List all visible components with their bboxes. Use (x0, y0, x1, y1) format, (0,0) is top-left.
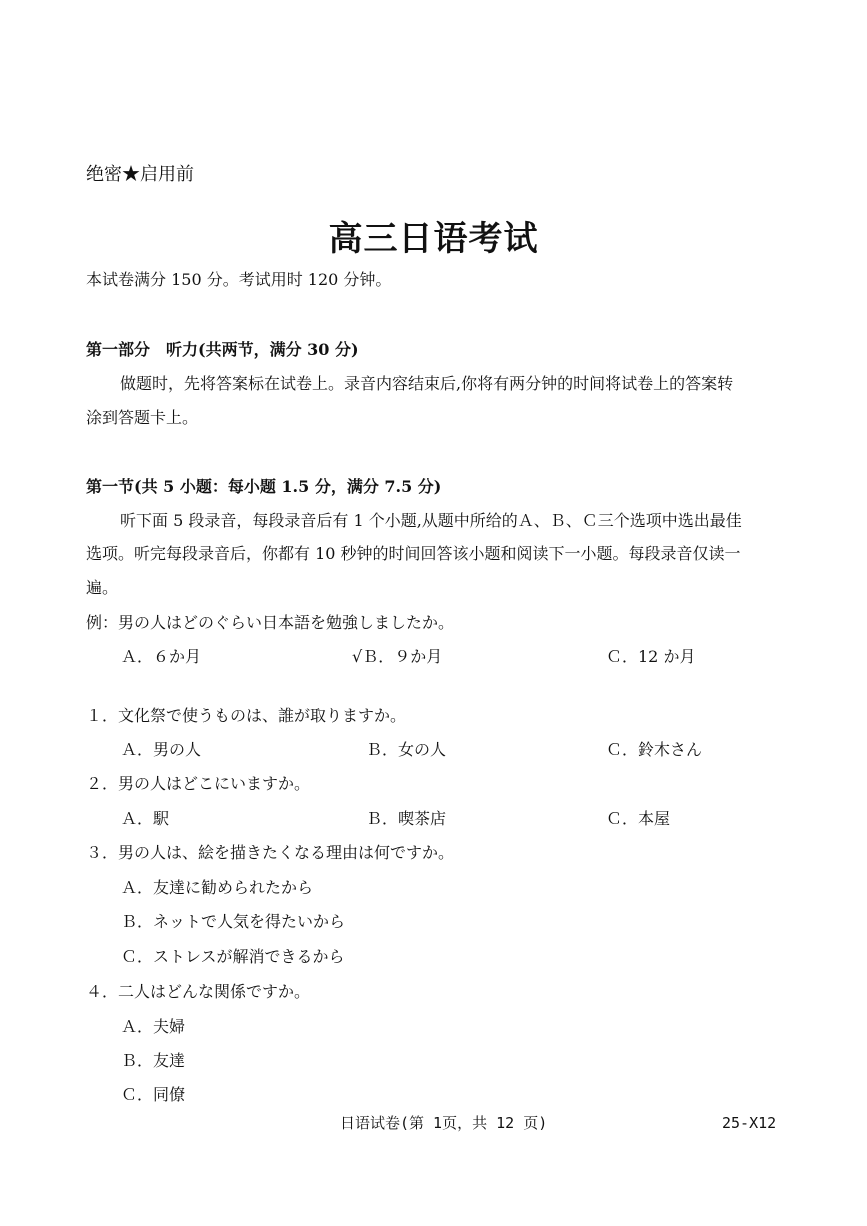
example-option-a: Ａ．６か月 (121, 647, 202, 666)
question-3: ３．男の人は、絵を描きたくなる理由は何ですか。 (86, 843, 455, 862)
question-3-option-c: Ｃ．ストレスが解消できるから (121, 947, 345, 966)
question-4: ４．二人はどんな関係ですか。 (86, 982, 311, 1001)
confidential-label: 绝密★启用前 (86, 164, 194, 185)
section1-instruction-line2: 选项。听完每段录音后，你都有 10 秒钟的时间回答该小题和阅读下一小题。每段录音仅读一 (86, 544, 741, 563)
question-1-option-b: Ｂ．女の人 (366, 740, 447, 759)
question-3-option-a: Ａ．友達に勧められたから (121, 878, 314, 897)
question-2: ２．男の人はどこにいますか。 (86, 774, 311, 793)
example-option-c: Ｃ．12 か月 (606, 647, 696, 666)
page-footer: 日语试卷(第 1页，共 12 页) (340, 1114, 548, 1132)
example-question: 例：男の人はどのぐらい日本語を勉強しましたか。 (86, 613, 455, 632)
exam-intro: 本试卷满分 150 分。考试用时 120 分钟。 (86, 270, 392, 289)
question-2-option-c: Ｃ．本屋 (606, 809, 671, 828)
question-1-option-c: Ｃ．鈴木さん (606, 740, 703, 759)
question-1-option-a: Ａ．男の人 (121, 740, 202, 759)
question-2-option-b: Ｂ．喫茶店 (366, 809, 447, 828)
section1-instruction-line1: 听下面 5 段录音，每段录音后有 1 个小题,从题中所给的Ａ、Ｂ、Ｃ三个选项中选出最佳 (120, 511, 742, 530)
section1-heading: 第一节(共 5 小题：每小题 1.5 分，满分 7.5 分) (86, 477, 442, 496)
question-2-option-a: Ａ．駅 (121, 809, 170, 828)
question-4-option-b: Ｂ．友達 (121, 1051, 186, 1070)
part1-heading: 第一部分 听力(共两节，满分 30 分) (86, 340, 359, 359)
part1-instruction-line2: 涂到答题卡上。 (86, 408, 199, 427)
section1-instruction-line3: 遍。 (86, 578, 119, 597)
question-4-option-c: Ｃ．同僚 (121, 1085, 186, 1104)
paper-code: 25-X12 (722, 1114, 777, 1132)
question-4-option-a: Ａ．夫婦 (121, 1017, 186, 1036)
page-title: 高三日语考试 (328, 219, 539, 259)
example-option-b-correct: √Ｂ．９か月 (352, 647, 443, 666)
question-3-option-b: Ｂ．ネットで人気を得たいから (121, 912, 346, 931)
part1-instruction-line1: 做题时，先将答案标在试卷上。录音内容结束后,你将有两分钟的时间将试卷上的答案转 (120, 374, 734, 393)
question-1: １．文化祭で使うものは、誰が取りますか。 (86, 706, 407, 725)
